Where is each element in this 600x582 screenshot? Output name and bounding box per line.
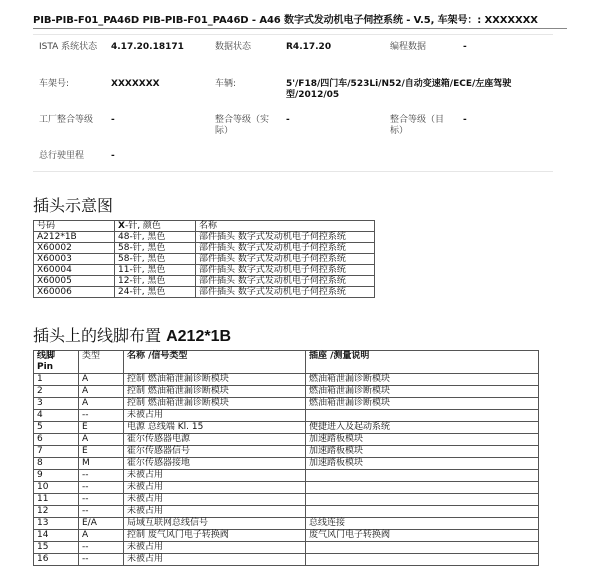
- table-row: [34, 494, 539, 506]
- table-row: [34, 374, 539, 386]
- connector-name: 部件插头 数字式发动机电子伺控系统: [196, 232, 375, 243]
- pin-signal-name: 未被占用: [124, 542, 306, 554]
- factory-integration-label: 工厂整合等级: [39, 115, 94, 125]
- connector-pins: 58-针, 黑色: [115, 254, 196, 265]
- table-row: [34, 287, 375, 298]
- col-name-header: 名称: [196, 221, 375, 232]
- pin-type: E: [79, 446, 124, 458]
- table-row: [34, 506, 539, 518]
- vehicle-info-block: [33, 34, 553, 172]
- pin-assignment-table: [33, 350, 539, 566]
- connector-pins: 48-针, 黑色: [115, 232, 196, 243]
- pin-description: [306, 554, 539, 566]
- pin-signal-name: 霍尔传感器接地: [124, 458, 306, 470]
- col-code-header: 号码: [34, 221, 115, 232]
- table-header-row: [34, 351, 539, 374]
- pin-type: E: [79, 422, 124, 434]
- table-row: [34, 422, 539, 434]
- pin-signal-name: 未被占用: [124, 482, 306, 494]
- pin-number: 13: [34, 518, 79, 530]
- table-header-row: [34, 221, 375, 232]
- programming-data-value: -: [463, 42, 467, 52]
- pin-number: 14: [34, 530, 79, 542]
- col-description-header: [306, 351, 539, 374]
- table-row: [34, 386, 539, 398]
- integration-target-label: 整合等级（目标）: [390, 115, 445, 136]
- pin-description: 总线连接: [306, 518, 539, 530]
- pin-signal-name: 未被占用: [124, 506, 306, 518]
- description-header-text: 插座 /测量说明: [309, 351, 370, 361]
- table-row: [34, 232, 375, 243]
- table-row: [34, 482, 539, 494]
- connector-code: X60002: [34, 243, 115, 254]
- connector-name: 部件插头 数字式发动机电子伺控系统: [196, 287, 375, 298]
- connector-code: X60004: [34, 265, 115, 276]
- table-row: [34, 446, 539, 458]
- pin-type: --: [79, 482, 124, 494]
- table-row: [34, 470, 539, 482]
- table-row: [34, 410, 539, 422]
- pin-number: 6: [34, 434, 79, 446]
- pin-description: [306, 494, 539, 506]
- pin-description: [306, 542, 539, 554]
- pin-description: [306, 506, 539, 518]
- pin-type: A: [79, 398, 124, 410]
- connector-code: A212*1B: [34, 232, 115, 243]
- pin-signal-name: 局域互联网总线信号: [124, 518, 306, 530]
- connector-pins: 12-针, 黑色: [115, 276, 196, 287]
- pin-description: [306, 470, 539, 482]
- pin-type: --: [79, 494, 124, 506]
- table-row: [34, 530, 539, 542]
- pin-header-line1: 线脚: [37, 351, 56, 361]
- pin-type: A: [79, 386, 124, 398]
- pin-assignment-connector-code: A212*1B: [166, 328, 232, 345]
- pin-signal-name: 控制 燃油箱泄漏诊断模块: [124, 398, 306, 410]
- table-row: [34, 434, 539, 446]
- col-type-header: 类型: [79, 351, 124, 374]
- pin-type: A: [79, 374, 124, 386]
- pins-header-rest: -针, 颜色: [124, 221, 161, 231]
- pin-type: A: [79, 530, 124, 542]
- pin-signal-name: 未被占用: [124, 410, 306, 422]
- table-row: [34, 265, 375, 276]
- col-pin-header: [34, 351, 79, 374]
- table-row: [34, 243, 375, 254]
- connector-name: 部件插头 数字式发动机电子伺控系统: [196, 243, 375, 254]
- pin-signal-name: 电源 总线端 Kl. 15: [124, 422, 306, 434]
- programming-data-label: 编程数据: [390, 42, 427, 52]
- pin-signal-name: 霍尔传感器信号: [124, 446, 306, 458]
- pin-description: 加速踏板模块: [306, 434, 539, 446]
- header-rule: [33, 28, 567, 29]
- table-row: [34, 398, 539, 410]
- data-status-label: 数据状态: [215, 42, 252, 52]
- pin-number: 11: [34, 494, 79, 506]
- table-row: [34, 554, 539, 566]
- pin-type: --: [79, 410, 124, 422]
- connector-overview-title: 插头示意图: [33, 196, 114, 215]
- col-signal-header: [124, 351, 306, 374]
- pin-number: 15: [34, 542, 79, 554]
- pin-number: 5: [34, 422, 79, 434]
- signal-header-text: 名称 /信号类型: [127, 351, 188, 361]
- pin-number: 8: [34, 458, 79, 470]
- ista-status-value: 4.17.20.18171: [111, 42, 184, 52]
- pin-number: 10: [34, 482, 79, 494]
- integration-target-value: -: [463, 115, 467, 125]
- connector-code: X60005: [34, 276, 115, 287]
- pin-number: 7: [34, 446, 79, 458]
- table-row: [34, 276, 375, 287]
- mileage-label: 总行驶里程: [39, 151, 85, 161]
- connector-code: X60006: [34, 287, 115, 298]
- pin-signal-name: 控制 燃油箱泄漏诊断模块: [124, 374, 306, 386]
- vin-value: XXXXXXX: [111, 79, 160, 89]
- pin-number: 3: [34, 398, 79, 410]
- connector-code: X60003: [34, 254, 115, 265]
- table-row: [34, 518, 539, 530]
- pin-description: 燃油箱泄漏诊断模块: [306, 386, 539, 398]
- pin-number: 16: [34, 554, 79, 566]
- pin-signal-name: 未被占用: [124, 554, 306, 566]
- pins-header-bold: X: [118, 221, 125, 231]
- pin-number: 4: [34, 410, 79, 422]
- pin-signal-name: 未被占用: [124, 494, 306, 506]
- vin-label: 车架号:: [39, 79, 70, 89]
- connector-name: 部件插头 数字式发动机电子伺控系统: [196, 265, 375, 276]
- pin-description: 加速踏板模块: [306, 458, 539, 470]
- pin-type: E/A: [79, 518, 124, 530]
- pin-assignment-title-text: 插头上的线脚布置: [33, 326, 167, 345]
- pin-description: 废气风门电子转换阀: [306, 530, 539, 542]
- pin-number: 9: [34, 470, 79, 482]
- pin-description: 加速踏板模块: [306, 446, 539, 458]
- connector-name: 部件插头 数字式发动机电子伺控系统: [196, 254, 375, 265]
- pin-number: 12: [34, 506, 79, 518]
- data-status-value: R4.17.20: [286, 42, 332, 52]
- connector-name: 部件插头 数字式发动机电子伺控系统: [196, 276, 375, 287]
- integration-actual-label: 整合等级（实际）: [215, 115, 270, 136]
- pin-type: M: [79, 458, 124, 470]
- table-row: [34, 254, 375, 265]
- pin-type: --: [79, 554, 124, 566]
- document-header: PIB-PIB-F01_PA46D PIB-PIB-F01_PA46D - A46 数字式发动机电子伺控系统 - V.5, 车架号：: XXXXXXX: [33, 15, 538, 26]
- pin-description: [306, 482, 539, 494]
- connector-table: [33, 220, 375, 298]
- pin-signal-name: 未被占用: [124, 470, 306, 482]
- connector-pins: 24-针, 黑色: [115, 287, 196, 298]
- pin-signal-name: 控制 废气风门电子转换阀: [124, 530, 306, 542]
- pin-assignment-title: [33, 323, 231, 346]
- mileage-value: -: [111, 151, 115, 161]
- pin-description: 燃油箱泄漏诊断模块: [306, 398, 539, 410]
- vehicle-label: 车辆:: [215, 79, 237, 89]
- connector-pins: 11-针, 黑色: [115, 265, 196, 276]
- pin-signal-name: 控制 燃油箱泄漏诊断模块: [124, 386, 306, 398]
- pin-type: --: [79, 542, 124, 554]
- pin-signal-name: 霍尔传感器电源: [124, 434, 306, 446]
- table-row: [34, 542, 539, 554]
- pin-description: [306, 410, 539, 422]
- integration-actual-value: -: [286, 115, 290, 125]
- connector-pins: 58-针, 黑色: [115, 243, 196, 254]
- factory-integration-value: -: [111, 115, 115, 125]
- pin-description: 燃油箱泄漏诊断模块: [306, 374, 539, 386]
- col-pins-header: [115, 221, 196, 232]
- pin-number: 2: [34, 386, 79, 398]
- pin-number: 1: [34, 374, 79, 386]
- pin-type: --: [79, 506, 124, 518]
- table-row: [34, 458, 539, 470]
- ista-status-label: ISTA 系统状态: [39, 42, 98, 52]
- pin-description: 便捷进入及起动系统: [306, 422, 539, 434]
- pin-header-line2: Pin: [37, 362, 54, 372]
- vehicle-value: 5'/F18/四门车/523Li/N52/自动变速箱/ECE/左座驾驶型/2012/05: [286, 79, 512, 100]
- pin-type: --: [79, 470, 124, 482]
- pin-type: A: [79, 434, 124, 446]
